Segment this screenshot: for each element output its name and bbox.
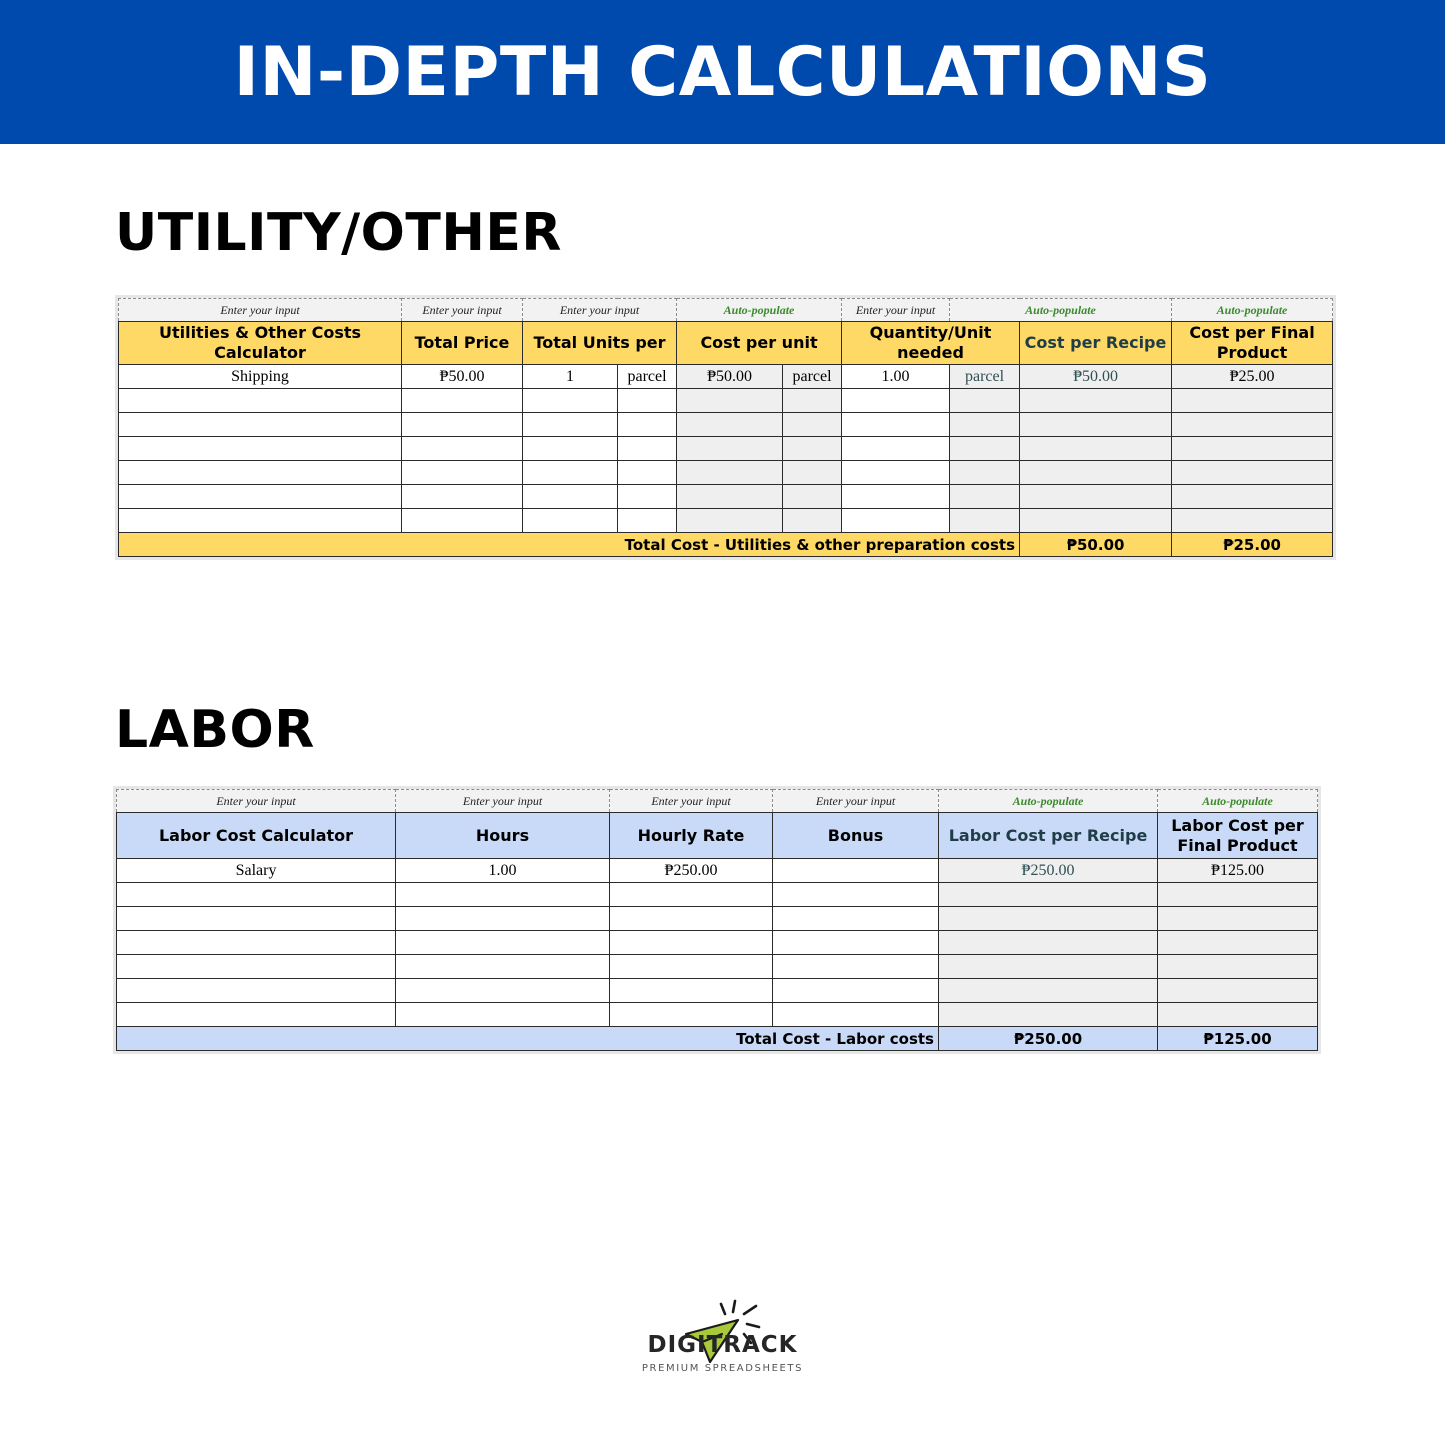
- cell-final: ₱125.00: [1158, 859, 1318, 883]
- cell-name[interactable]: Shipping: [119, 365, 402, 389]
- hint-bonus: Enter your input: [773, 790, 939, 813]
- table-row: [117, 883, 1318, 907]
- hint-name: Enter your input: [117, 790, 396, 813]
- cell-quantity-unit-type: parcel: [950, 365, 1020, 389]
- cell-cost-unit-type: parcel: [783, 365, 842, 389]
- header-cost-per-final: Cost per Final Product: [1172, 322, 1333, 365]
- labor-cost-table: [116, 789, 1318, 1051]
- hint-recipe: Auto-populate: [939, 790, 1158, 813]
- header-hours: Hours: [396, 813, 610, 859]
- utility-section-title: UTILITY/OTHER: [115, 203, 562, 263]
- table-row: [117, 1003, 1318, 1027]
- table-row: [119, 365, 1333, 389]
- hint-cost-per-recipe: Auto-populate: [950, 299, 1172, 322]
- table-row: [117, 955, 1318, 979]
- hint-quantity: Enter your input: [842, 299, 950, 322]
- header-banner: [0, 0, 1445, 144]
- labor-total-label: Total Cost - Labor costs: [117, 1027, 939, 1051]
- cell-hours[interactable]: 1.00: [396, 859, 610, 883]
- page-title: IN-DEPTH CALCULATIONS: [233, 32, 1212, 112]
- table-row: [117, 907, 1318, 931]
- header-units: Total Units per: [523, 322, 677, 365]
- header-name: Labor Cost Calculator: [117, 813, 396, 859]
- header-final: Labor Cost per Final Product: [1158, 813, 1318, 859]
- labor-header-row: [117, 813, 1318, 859]
- table-row: [119, 413, 1333, 437]
- table-row: [117, 859, 1318, 883]
- table-row: [117, 979, 1318, 1003]
- utility-total-row: [119, 533, 1333, 557]
- hint-total-price: Enter your input: [402, 299, 523, 322]
- table-row: [119, 437, 1333, 461]
- table-row: [119, 461, 1333, 485]
- hint-final: Auto-populate: [1158, 790, 1318, 813]
- cell-quantity[interactable]: 1.00: [842, 365, 950, 389]
- table-row: [119, 389, 1333, 413]
- hint-cost-per-final: Auto-populate: [1172, 299, 1333, 322]
- labor-total-recipe: ₱250.00: [939, 1027, 1158, 1051]
- labor-section-title: LABOR: [115, 700, 315, 760]
- cell-name[interactable]: Salary: [117, 859, 396, 883]
- cell-unit-type[interactable]: parcel: [618, 365, 677, 389]
- utility-hint-row: [119, 299, 1333, 322]
- header-cost-per-unit: Cost per unit: [677, 322, 842, 365]
- cell-units[interactable]: 1: [523, 365, 618, 389]
- header-cost-per-recipe: Cost per Recipe: [1020, 322, 1172, 365]
- header-total-price: Total Price: [402, 322, 523, 365]
- header-bonus: Bonus: [773, 813, 939, 859]
- cell-cost-per-unit: ₱50.00: [677, 365, 783, 389]
- utility-cost-table: [118, 298, 1333, 557]
- table-row: [119, 485, 1333, 509]
- header-name: Utilities & Other Costs Calculator: [119, 322, 402, 365]
- brand-tagline: PREMIUM SPREADSHEETS: [641, 1363, 804, 1374]
- utility-header-row: [119, 322, 1333, 365]
- cell-recipe: ₱250.00: [939, 859, 1158, 883]
- cell-bonus[interactable]: [773, 859, 939, 883]
- cell-cost-per-recipe: ₱50.00: [1020, 365, 1172, 389]
- table-row: [117, 931, 1318, 955]
- hint-units: Enter your input: [523, 299, 677, 322]
- hint-rate: Enter your input: [610, 790, 773, 813]
- utility-total-label: Total Cost - Utilities & other preparation costs: [119, 533, 1020, 557]
- labor-hint-row: [117, 790, 1318, 813]
- header-recipe: Labor Cost per Recipe: [939, 813, 1158, 859]
- brand-logo: [620, 1290, 825, 1420]
- labor-total-row: [117, 1027, 1318, 1051]
- cell-rate[interactable]: ₱250.00: [610, 859, 773, 883]
- hint-cost-per-unit: Auto-populate: [677, 299, 842, 322]
- cell-total-price[interactable]: ₱50.00: [402, 365, 523, 389]
- table-row: [119, 509, 1333, 533]
- utility-total-recipe: ₱50.00: [1020, 533, 1172, 557]
- hint-name: Enter your input: [119, 299, 402, 322]
- hint-hours: Enter your input: [396, 790, 610, 813]
- header-quantity: Quantity/Unit needed: [842, 322, 1020, 365]
- utility-total-final: ₱25.00: [1172, 533, 1333, 557]
- labor-total-final: ₱125.00: [1158, 1027, 1318, 1051]
- header-rate: Hourly Rate: [610, 813, 773, 859]
- brand-name: DIGITRACK: [647, 1332, 798, 1358]
- cell-cost-per-final: ₱25.00: [1172, 365, 1333, 389]
